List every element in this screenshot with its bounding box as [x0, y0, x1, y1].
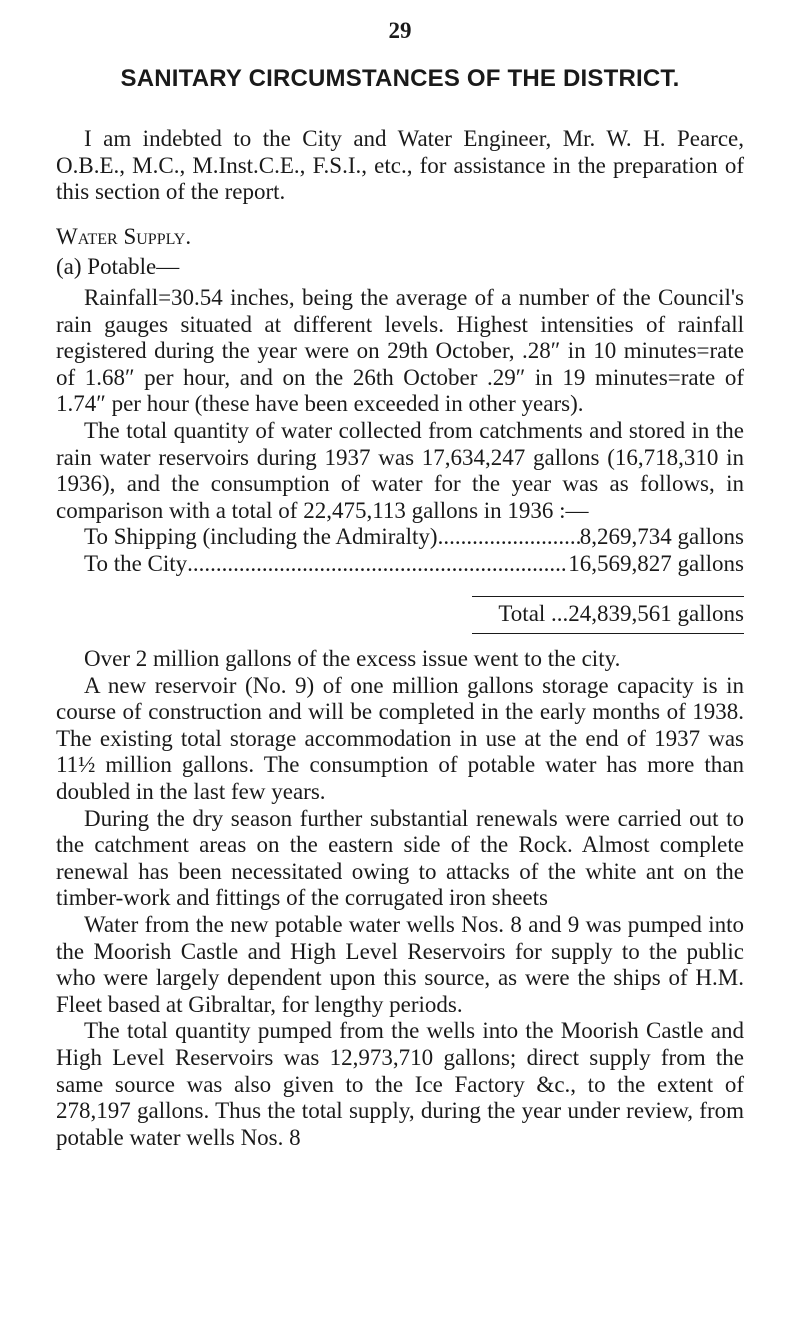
rainfall-paragraph: Rainfall=30.54 inches, being the average of a number of the Council's rain gauges situated at different levels. Highest intensities of rainfall registered during the year were on 29th October, .28″ in 10 minutes=rate of 1.68″ per hour, and on the 26th October .29″ in 19 minutes=rate of 1.74″ per hour (these have been exceeded in other years). [56, 284, 744, 417]
consumption-label: To Shipping (including the Admiralty) [84, 524, 438, 550]
wells-paragraph: Water from the new potable water wells Nos. 8 and 9 was pumped into the Moorish Castle and High Level Reservoirs for supply to the public who were largely dependent upon this source, as were the ships of H.M. Fleet based at Gibraltar, for lengthy periods. [56, 912, 744, 1017]
subsection-heading-potable: (a) Potable— [56, 254, 180, 280]
consumption-row-shipping [56, 524, 744, 551]
total-label: Total [498, 600, 546, 626]
consumption-table [56, 524, 744, 634]
consumption-label: To the City [84, 550, 188, 576]
total-value: 24,839,561 gallons [568, 600, 744, 626]
leader-dots [187, 551, 568, 578]
consumption-value: 8,269,734 gallons [579, 524, 744, 550]
reservoir-paragraph: A new reservoir (No. 9) of one million gallons storage capacity is in course of construction and will be completed in the early months of 1938. The existing total storage accommodation in use at the end of 1937 was 11½ million gallons. The consumption of potable water has more than doubled in the last few years. [56, 672, 744, 805]
section-heading-water-supply: Water Supply. [56, 223, 192, 249]
rule-line [472, 633, 744, 634]
page-number: 29 [388, 18, 412, 43]
quantity-paragraph: The total quantity of water collected from catchments and stored in the rain water reservoirs during 1937 was 17,634,247 gallons (16,718,310 in 1936), and the consumption of water for the year was as follows, in comparison with a total of 22,475,113 gallons in 1936 :— [56, 417, 744, 523]
consumption-value: 16,569,827 gallons [568, 550, 744, 576]
leader-dots [438, 524, 580, 551]
intro-paragraph: I am indebted to the City and Water Engineer, Mr. W. H. Pearce, O.B.E., M.C., M.Inst.C.E., F.S.I., etc., for assistance in the preparation of this section of the report. [56, 126, 744, 205]
report-body [56, 126, 744, 1151]
total-row [56, 601, 744, 628]
excess-paragraph: Over 2 million gallons of the excess issue went to the city. [84, 646, 621, 672]
total-dots: ... [551, 600, 569, 626]
renewals-paragraph: During the dry season further substantial renewals were carried out to the catchment areas on the eastern side of the Rock. Almost complete renewal has been necessitated owing to attacks of the white ant on the timber-work and fittings of the corrugated iron sheets [56, 805, 744, 911]
pumped-paragraph: The total quantity pumped from the wells into the Moorish Castle and High Level Reservoirs was 12,973,710 gallons; direct supply from the same source was also given to the Ice Factory &c., to the extent of 278,197 gallons. Thus the total supply, during the year under review, from potable water wells Nos. 8 [56, 1018, 744, 1150]
rule-line [472, 596, 744, 597]
consumption-row-city [56, 551, 744, 578]
page-title: SANITARY CIRCUMSTANCES OF THE DISTRICT. [120, 65, 680, 92]
